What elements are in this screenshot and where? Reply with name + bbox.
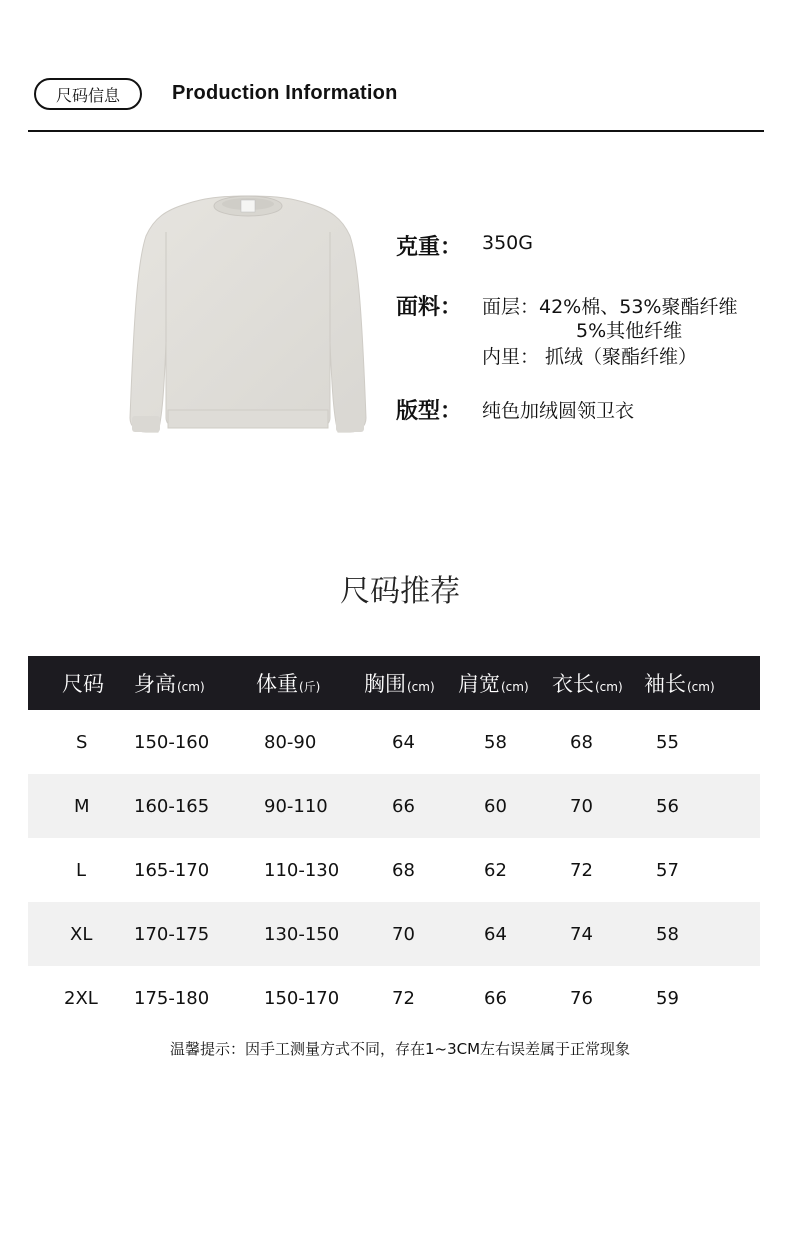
header-shoulder: 肩宽(cm) [458, 672, 529, 696]
cell-sleeve: 59 [656, 988, 679, 1009]
table-row [28, 966, 760, 1030]
size-table [28, 656, 760, 1030]
weight-label: 克重： [396, 235, 463, 260]
header-height: 身高(cm) [134, 672, 205, 696]
cell-chest: 66 [392, 796, 415, 817]
fabric-label: 面料： [396, 295, 463, 320]
weight-value: 350G [482, 232, 533, 254]
page-title: Production Information [172, 82, 398, 104]
cell-length: 72 [570, 860, 593, 881]
cell-length: 74 [570, 924, 593, 945]
cell-shoulder: 60 [484, 796, 507, 817]
cell-size: XL [70, 924, 93, 945]
cell-shoulder: 64 [484, 924, 507, 945]
table-header [28, 656, 760, 710]
cell-size: L [76, 860, 87, 881]
cell-shoulder: 58 [484, 732, 507, 753]
cell-size: 2XL [64, 988, 98, 1009]
cell-height: 165-170 [134, 860, 210, 881]
cell-sleeve: 55 [656, 732, 679, 753]
header-divider [28, 130, 764, 132]
cell-chest: 64 [392, 732, 415, 753]
cell-chest: 72 [392, 988, 415, 1009]
cell-height: 160-165 [134, 796, 210, 817]
cell-height: 175-180 [134, 988, 210, 1009]
cell-weight: 130-150 [264, 924, 340, 945]
header-length: 衣长(cm) [552, 672, 623, 696]
cell-weight: 90-110 [264, 796, 328, 817]
header-chest: 胸围(cm) [364, 672, 435, 696]
cell-length: 68 [570, 732, 593, 753]
table-row [28, 902, 760, 966]
cell-sleeve: 58 [656, 924, 679, 945]
section-pill: 尺码信息 [34, 78, 142, 110]
measurement-note: 温馨提示：因手工测量方式不同，存在1~3CM左右误差属于正常现象 [169, 1040, 631, 1058]
cell-height: 170-175 [134, 924, 210, 945]
cell-shoulder: 66 [484, 988, 507, 1009]
header-weight: 体重(斤) [256, 672, 321, 696]
sweatshirt-image [124, 192, 372, 444]
cell-chest: 70 [392, 924, 415, 945]
cell-length: 76 [570, 988, 593, 1009]
table-row [28, 774, 760, 838]
cell-sleeve: 56 [656, 796, 679, 817]
cell-weight: 110-130 [264, 860, 340, 881]
table-row [28, 710, 760, 774]
page-header [0, 0, 800, 140]
table-row [28, 838, 760, 902]
cell-sleeve: 57 [656, 860, 679, 881]
fabric-inner: 内里： 抓绒（聚酯纤维） [482, 346, 698, 368]
cell-weight: 150-170 [264, 988, 340, 1009]
cell-shoulder: 62 [484, 860, 507, 881]
fit-value: 纯色加绒圆领卫衣 [482, 400, 635, 422]
cell-size: S [76, 732, 88, 753]
header-sleeve: 袖长(cm) [644, 672, 715, 696]
cell-height: 150-160 [134, 732, 210, 753]
cell-size: M [74, 796, 90, 817]
cell-weight: 80-90 [264, 732, 317, 753]
size-section-title: 尺码推荐 [340, 574, 460, 609]
fabric-outer-continued: 5%其他纤维 [576, 320, 683, 342]
fit-label: 版型： [396, 399, 463, 424]
cell-chest: 68 [392, 860, 415, 881]
fabric-outer: 面层：42%棉、53%聚酯纤维 [482, 296, 738, 318]
header-size: 尺码 [62, 672, 104, 696]
cell-length: 70 [570, 796, 593, 817]
